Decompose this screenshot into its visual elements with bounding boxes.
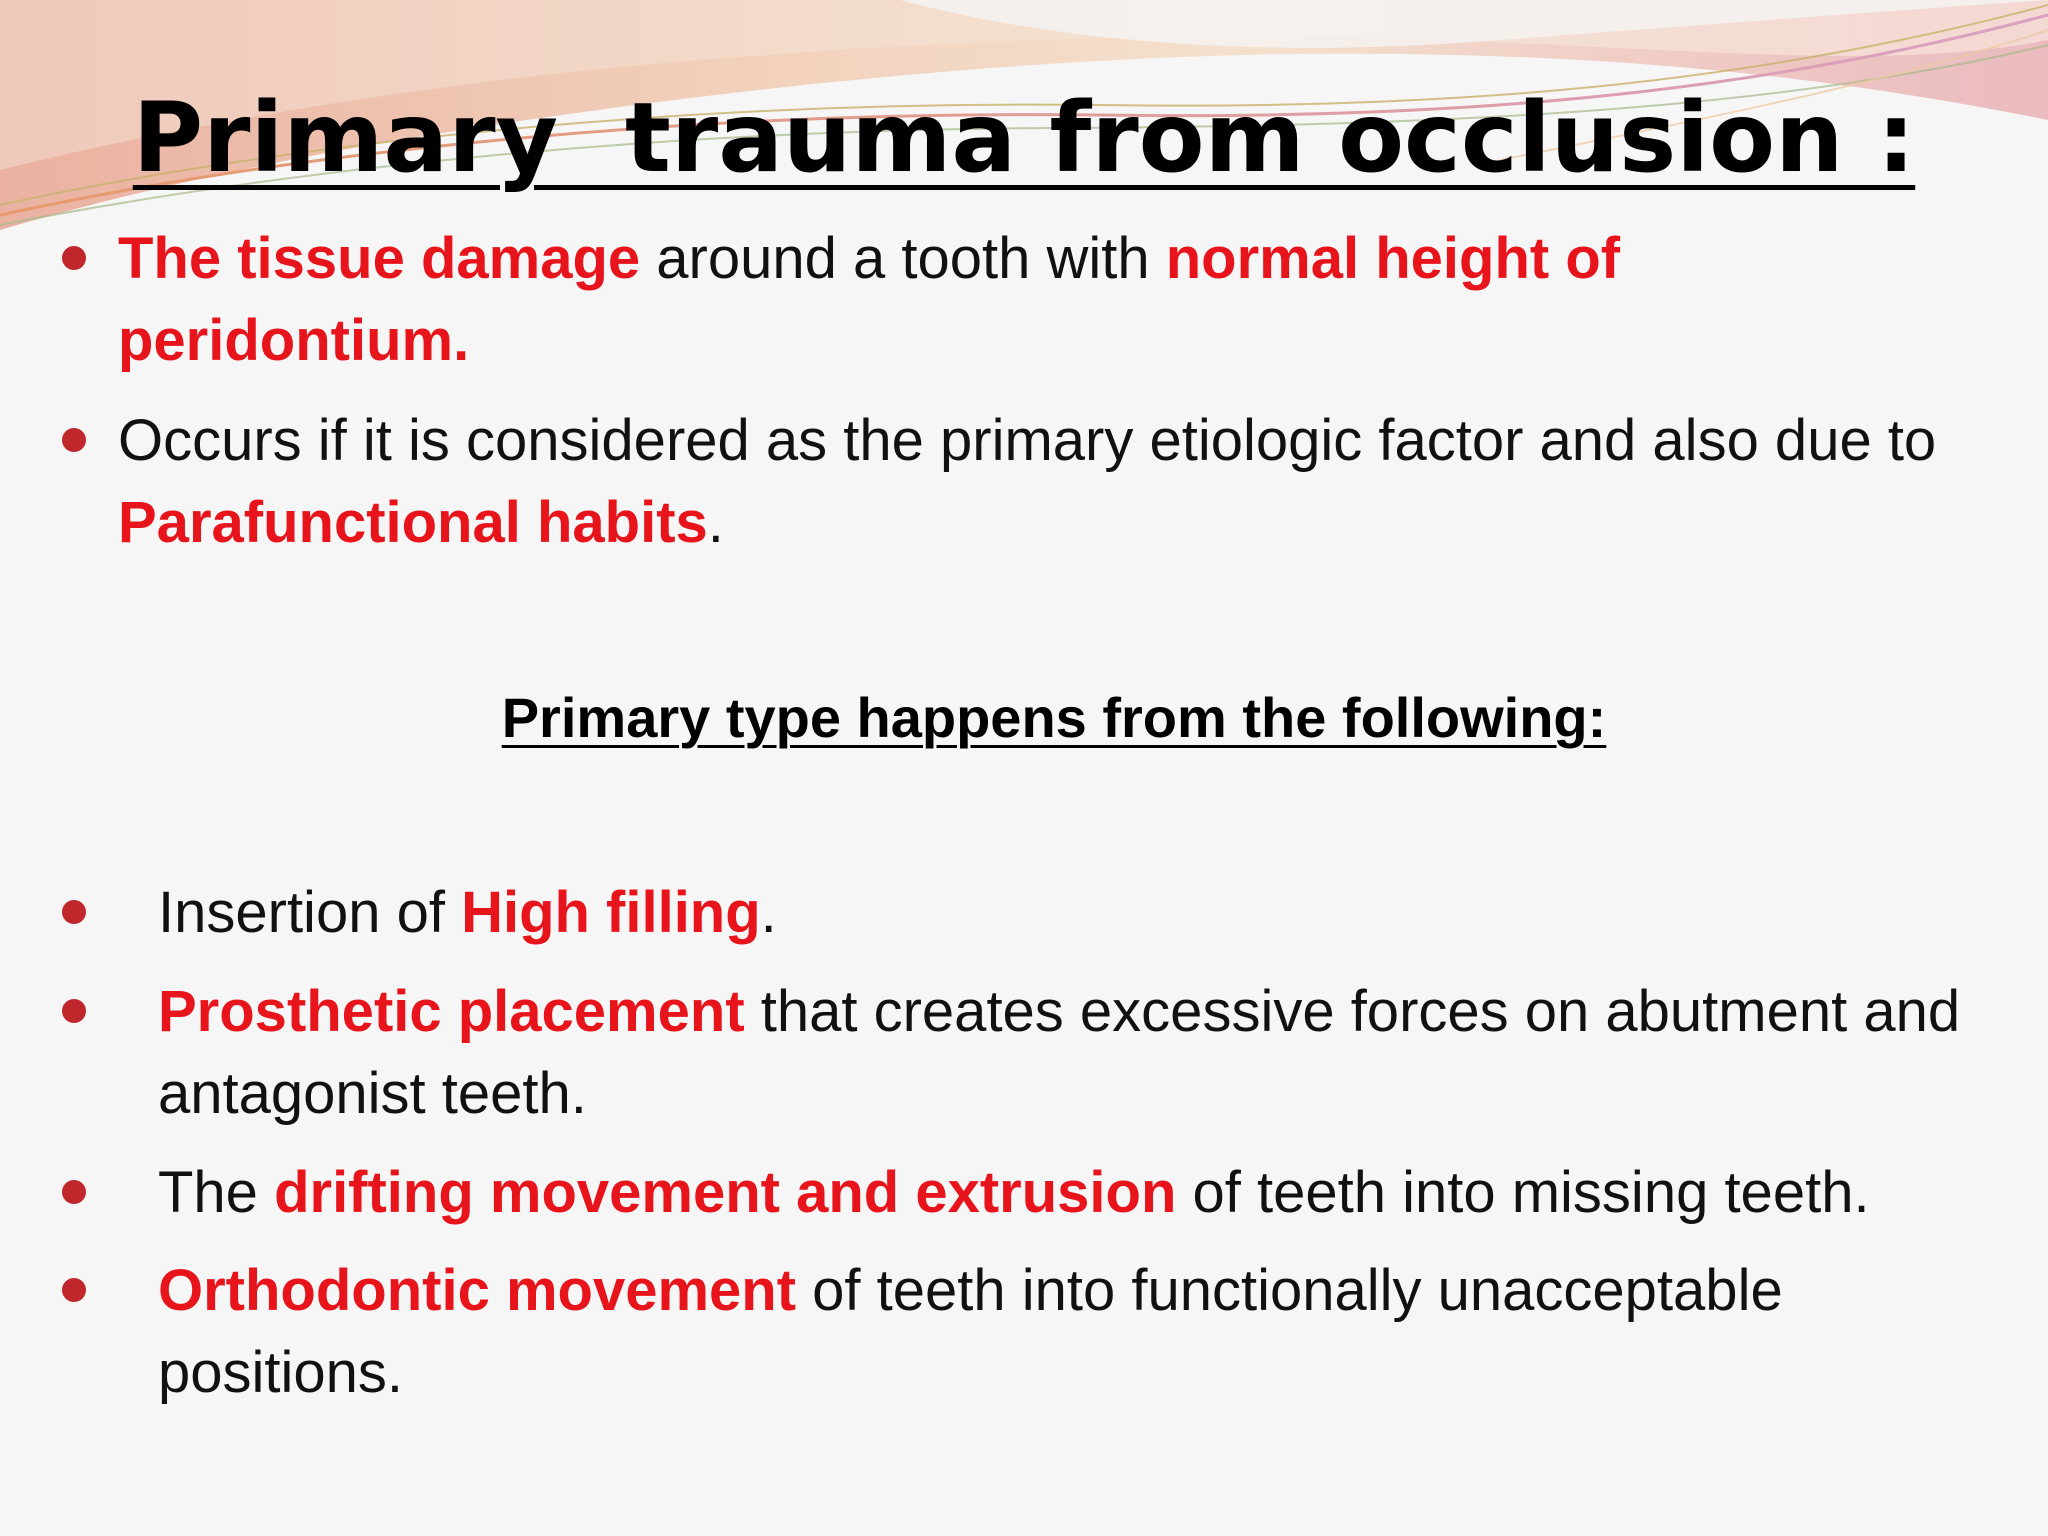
bullet-dot-icon	[62, 246, 86, 270]
emphasis-text: normal height of peridontium.	[118, 226, 1621, 373]
section-subheading	[0, 678, 2048, 758]
bullet-dot-icon	[62, 900, 86, 924]
plain-text: .	[760, 880, 777, 945]
slide-title-text: Primary trauma from occlusion :	[132, 82, 1916, 194]
bullet-text	[158, 971, 2018, 1135]
bullet-text	[158, 1152, 2038, 1234]
plain-text: of teeth into missing teeth.	[1176, 1160, 1870, 1225]
emphasis-text: The tissue damage	[118, 226, 641, 291]
plain-text: The	[158, 1160, 275, 1225]
emphasis-text: High filling	[461, 880, 761, 945]
bullet-text	[158, 872, 2018, 954]
plain-text: that creates excessive forces on abutment and antagonist teeth.	[158, 979, 1961, 1126]
bullet-dot-icon	[62, 1180, 86, 1204]
plain-text: Insertion of	[158, 880, 462, 945]
emphasis-text: Orthodontic movement	[158, 1258, 797, 1323]
bullet-dot-icon	[62, 1278, 86, 1302]
bullet-text	[118, 218, 1818, 382]
emphasis-text: Parafunctional habits	[118, 490, 708, 555]
bullet-text	[118, 400, 2018, 564]
plain-text: around a tooth with	[640, 226, 1166, 291]
emphasis-text: Prosthetic placement	[158, 979, 745, 1044]
bullet-dot-icon	[62, 999, 86, 1023]
bullet-dot-icon	[62, 428, 86, 452]
section-subheading-text: Primary type happens from the following:	[501, 686, 1607, 749]
bullet-text	[158, 1250, 2018, 1414]
plain-text: of teeth into functionally unacceptable positions.	[158, 1258, 1783, 1405]
slide-title	[0, 78, 2048, 198]
emphasis-text: drifting movement and extrusion	[274, 1160, 1177, 1225]
plain-text: Occurs if it is considered as the primary etiologic factor and also due to	[118, 408, 1937, 473]
plain-text: .	[707, 490, 724, 555]
